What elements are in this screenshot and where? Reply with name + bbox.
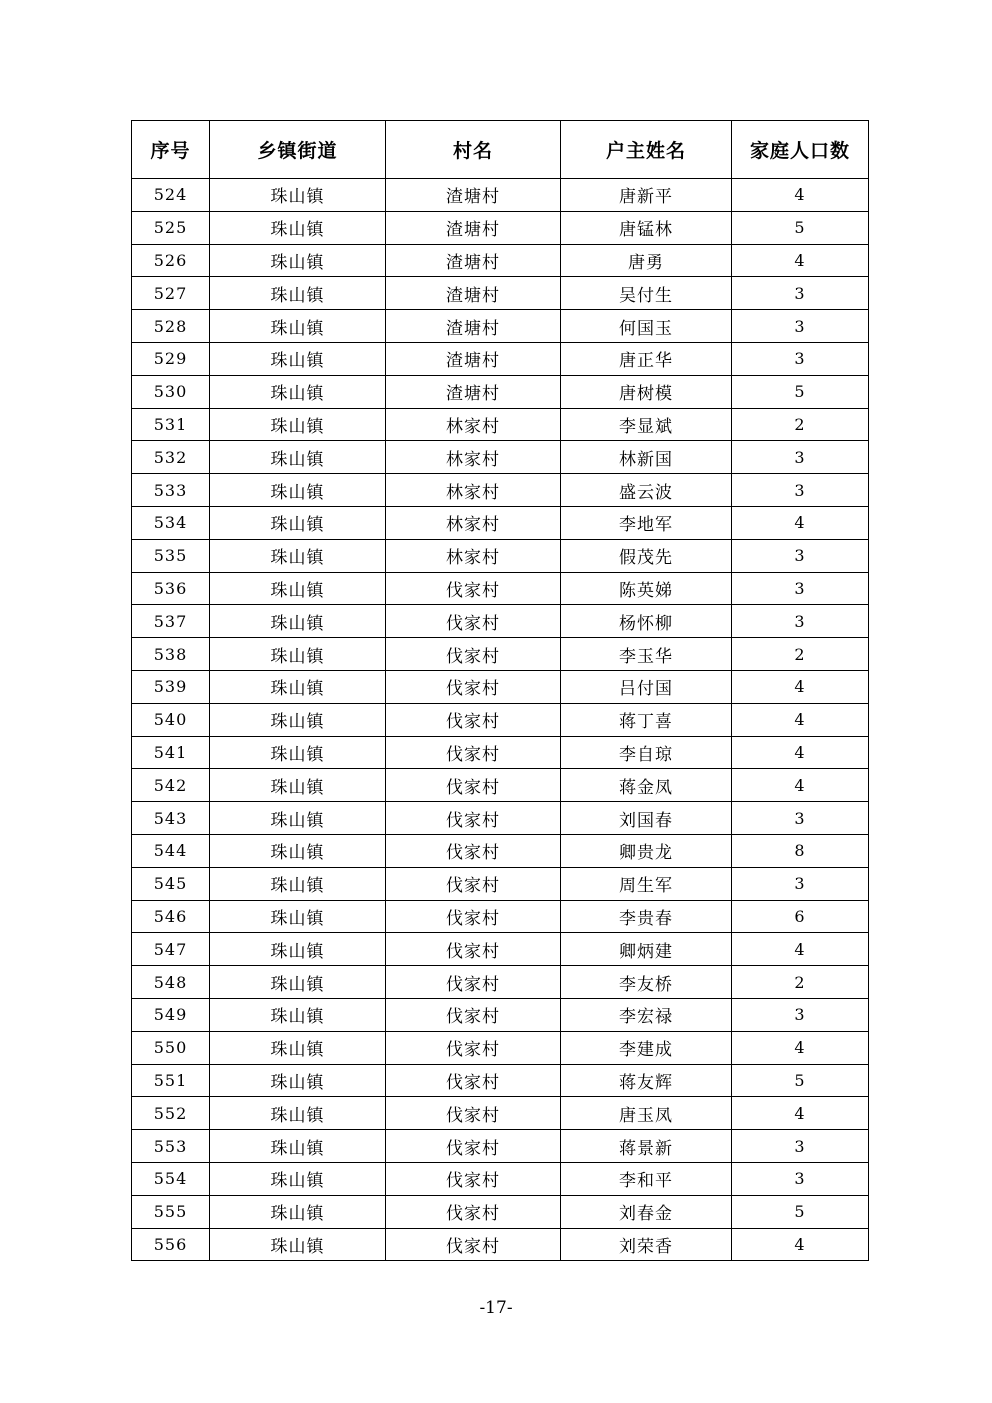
cell-township: 珠山镇: [210, 966, 386, 999]
cell-village: 伐家村: [386, 670, 561, 703]
cell-household-head: 蒋丁喜: [561, 703, 732, 736]
cell-township: 珠山镇: [210, 342, 386, 375]
header-family-size: 家庭人口数: [732, 121, 869, 179]
table-row: [132, 802, 869, 835]
cell-household-head: 蒋金凤: [561, 769, 732, 802]
cell-family-size: 4: [732, 244, 869, 277]
table-row: [132, 179, 869, 212]
cell-serial-number: 553: [132, 1130, 210, 1163]
cell-township: 珠山镇: [210, 539, 386, 572]
cell-household-head: 李贵春: [561, 900, 732, 933]
table-row: [132, 572, 869, 605]
cell-village: 林家村: [386, 539, 561, 572]
table-row: [132, 670, 869, 703]
cell-township: 珠山镇: [210, 1130, 386, 1163]
cell-household-head: 吕付国: [561, 670, 732, 703]
cell-family-size: 3: [732, 998, 869, 1031]
cell-family-size: 3: [732, 802, 869, 835]
cell-village: 伐家村: [386, 1097, 561, 1130]
cell-village: 林家村: [386, 506, 561, 539]
cell-township: 珠山镇: [210, 998, 386, 1031]
cell-household-head: 杨怀柳: [561, 605, 732, 638]
cell-household-head: 李和平: [561, 1162, 732, 1195]
cell-family-size: 5: [732, 211, 869, 244]
cell-household-head: 李玉华: [561, 638, 732, 671]
cell-serial-number: 547: [132, 933, 210, 966]
cell-serial-number: 554: [132, 1162, 210, 1195]
cell-serial-number: 551: [132, 1064, 210, 1097]
cell-village: 伐家村: [386, 802, 561, 835]
cell-township: 珠山镇: [210, 933, 386, 966]
cell-household-head: 蒋景新: [561, 1130, 732, 1163]
cell-family-size: 3: [732, 539, 869, 572]
cell-family-size: 4: [732, 933, 869, 966]
cell-family-size: 2: [732, 408, 869, 441]
cell-family-size: 8: [732, 834, 869, 867]
cell-household-head: 林新国: [561, 441, 732, 474]
cell-serial-number: 534: [132, 506, 210, 539]
cell-household-head: 唐树模: [561, 375, 732, 408]
cell-township: 珠山镇: [210, 1228, 386, 1261]
cell-township: 珠山镇: [210, 769, 386, 802]
cell-family-size: 3: [732, 1162, 869, 1195]
cell-family-size: 2: [732, 638, 869, 671]
table-row: [132, 1228, 869, 1261]
header-village: 村名: [386, 121, 561, 179]
cell-serial-number: 528: [132, 310, 210, 343]
cell-serial-number: 544: [132, 834, 210, 867]
cell-village: 伐家村: [386, 966, 561, 999]
cell-village: 伐家村: [386, 1130, 561, 1163]
table-row: [132, 605, 869, 638]
table-row: [132, 1031, 869, 1064]
table-row: [132, 769, 869, 802]
page-number: -17-: [479, 1298, 513, 1318]
cell-serial-number: 543: [132, 802, 210, 835]
cell-household-head: 卿贵龙: [561, 834, 732, 867]
cell-family-size: 4: [732, 506, 869, 539]
cell-family-size: 4: [732, 736, 869, 769]
cell-township: 珠山镇: [210, 506, 386, 539]
cell-serial-number: 555: [132, 1195, 210, 1228]
cell-serial-number: 550: [132, 1031, 210, 1064]
cell-family-size: 5: [732, 1195, 869, 1228]
table-header-row: [132, 121, 869, 179]
cell-village: 伐家村: [386, 1228, 561, 1261]
cell-township: 珠山镇: [210, 310, 386, 343]
cell-township: 珠山镇: [210, 408, 386, 441]
cell-village: 伐家村: [386, 1195, 561, 1228]
cell-serial-number: 542: [132, 769, 210, 802]
cell-serial-number: 546: [132, 900, 210, 933]
cell-village: 渣塘村: [386, 375, 561, 408]
cell-township: 珠山镇: [210, 474, 386, 507]
cell-serial-number: 548: [132, 966, 210, 999]
table-row: [132, 966, 869, 999]
cell-family-size: 4: [732, 670, 869, 703]
cell-household-head: 唐正华: [561, 342, 732, 375]
cell-village: 伐家村: [386, 834, 561, 867]
cell-household-head: 李自琼: [561, 736, 732, 769]
table-row: [132, 638, 869, 671]
cell-township: 珠山镇: [210, 1064, 386, 1097]
header-township: 乡镇街道: [210, 121, 386, 179]
cell-household-head: 假茂先: [561, 539, 732, 572]
cell-village: 伐家村: [386, 900, 561, 933]
cell-serial-number: 545: [132, 867, 210, 900]
cell-village: 伐家村: [386, 736, 561, 769]
cell-village: 伐家村: [386, 769, 561, 802]
table-row: [132, 900, 869, 933]
cell-township: 珠山镇: [210, 605, 386, 638]
cell-household-head: 卿炳建: [561, 933, 732, 966]
cell-family-size: 3: [732, 342, 869, 375]
household-table-container: [131, 120, 868, 1261]
cell-village: 林家村: [386, 474, 561, 507]
cell-household-head: 唐勇: [561, 244, 732, 277]
table-row: [132, 474, 869, 507]
cell-village: 林家村: [386, 408, 561, 441]
table-row: [132, 441, 869, 474]
table-row: [132, 506, 869, 539]
cell-township: 珠山镇: [210, 736, 386, 769]
cell-village: 伐家村: [386, 638, 561, 671]
cell-serial-number: 536: [132, 572, 210, 605]
cell-family-size: 3: [732, 605, 869, 638]
cell-household-head: 何国玉: [561, 310, 732, 343]
cell-township: 珠山镇: [210, 900, 386, 933]
table-row: [132, 703, 869, 736]
cell-village: 伐家村: [386, 572, 561, 605]
cell-household-head: 周生军: [561, 867, 732, 900]
table-row: [132, 244, 869, 277]
cell-serial-number: 552: [132, 1097, 210, 1130]
cell-village: 伐家村: [386, 933, 561, 966]
cell-village: 渣塘村: [386, 244, 561, 277]
table-row: [132, 998, 869, 1031]
table-row: [132, 867, 869, 900]
cell-township: 珠山镇: [210, 1195, 386, 1228]
cell-village: 伐家村: [386, 1031, 561, 1064]
table-row: [132, 1195, 869, 1228]
cell-serial-number: 549: [132, 998, 210, 1031]
cell-household-head: 李建成: [561, 1031, 732, 1064]
cell-serial-number: 538: [132, 638, 210, 671]
cell-family-size: 3: [732, 572, 869, 605]
table-row: [132, 310, 869, 343]
cell-family-size: 5: [732, 375, 869, 408]
cell-township: 珠山镇: [210, 572, 386, 605]
cell-township: 珠山镇: [210, 211, 386, 244]
cell-serial-number: 539: [132, 670, 210, 703]
cell-household-head: 刘国春: [561, 802, 732, 835]
cell-household-head: 盛云波: [561, 474, 732, 507]
cell-township: 珠山镇: [210, 375, 386, 408]
cell-household-head: 刘春金: [561, 1195, 732, 1228]
table-row: [132, 1162, 869, 1195]
cell-serial-number: 535: [132, 539, 210, 572]
table-row: [132, 1097, 869, 1130]
cell-serial-number: 533: [132, 474, 210, 507]
cell-village: 伐家村: [386, 998, 561, 1031]
cell-family-size: 5: [732, 1064, 869, 1097]
cell-township: 珠山镇: [210, 1031, 386, 1064]
table-row: [132, 342, 869, 375]
cell-family-size: 4: [732, 1031, 869, 1064]
cell-family-size: 2: [732, 966, 869, 999]
header-serial-number: 序号: [132, 121, 210, 179]
table-row: [132, 736, 869, 769]
cell-household-head: 唐锰林: [561, 211, 732, 244]
cell-township: 珠山镇: [210, 802, 386, 835]
cell-township: 珠山镇: [210, 441, 386, 474]
cell-serial-number: 532: [132, 441, 210, 474]
cell-family-size: 3: [732, 310, 869, 343]
cell-serial-number: 556: [132, 1228, 210, 1261]
cell-serial-number: 540: [132, 703, 210, 736]
cell-township: 珠山镇: [210, 638, 386, 671]
cell-serial-number: 537: [132, 605, 210, 638]
cell-family-size: 4: [732, 1228, 869, 1261]
cell-township: 珠山镇: [210, 277, 386, 310]
cell-family-size: 3: [732, 277, 869, 310]
table-row: [132, 834, 869, 867]
cell-township: 珠山镇: [210, 670, 386, 703]
cell-household-head: 陈英娣: [561, 572, 732, 605]
cell-serial-number: 527: [132, 277, 210, 310]
table-row: [132, 539, 869, 572]
cell-village: 渣塘村: [386, 179, 561, 212]
cell-village: 渣塘村: [386, 211, 561, 244]
cell-household-head: 李地军: [561, 506, 732, 539]
cell-township: 珠山镇: [210, 179, 386, 212]
table-row: [132, 211, 869, 244]
cell-village: 伐家村: [386, 1064, 561, 1097]
cell-family-size: 6: [732, 900, 869, 933]
cell-serial-number: 541: [132, 736, 210, 769]
cell-serial-number: 526: [132, 244, 210, 277]
cell-household-head: 蒋友辉: [561, 1064, 732, 1097]
cell-village: 伐家村: [386, 1162, 561, 1195]
cell-village: 伐家村: [386, 605, 561, 638]
cell-township: 珠山镇: [210, 834, 386, 867]
cell-serial-number: 525: [132, 211, 210, 244]
table-row: [132, 375, 869, 408]
table-row: [132, 933, 869, 966]
cell-household-head: 李友桥: [561, 966, 732, 999]
cell-village: 伐家村: [386, 703, 561, 736]
header-household-head: 户主姓名: [561, 121, 732, 179]
household-table: [131, 120, 869, 1261]
cell-family-size: 4: [732, 179, 869, 212]
cell-township: 珠山镇: [210, 244, 386, 277]
cell-township: 珠山镇: [210, 1097, 386, 1130]
table-row: [132, 408, 869, 441]
cell-village: 渣塘村: [386, 277, 561, 310]
table-body: [132, 179, 869, 1261]
cell-serial-number: 531: [132, 408, 210, 441]
cell-family-size: 4: [732, 1097, 869, 1130]
cell-family-size: 4: [732, 703, 869, 736]
cell-household-head: 唐玉凤: [561, 1097, 732, 1130]
cell-household-head: 李宏禄: [561, 998, 732, 1031]
cell-family-size: 3: [732, 1130, 869, 1163]
cell-family-size: 4: [732, 769, 869, 802]
cell-village: 渣塘村: [386, 342, 561, 375]
cell-family-size: 3: [732, 441, 869, 474]
cell-township: 珠山镇: [210, 867, 386, 900]
table-row: [132, 1130, 869, 1163]
cell-family-size: 3: [732, 867, 869, 900]
table-row: [132, 277, 869, 310]
cell-village: 渣塘村: [386, 310, 561, 343]
cell-household-head: 李显斌: [561, 408, 732, 441]
table-row: [132, 1064, 869, 1097]
cell-household-head: 刘荣香: [561, 1228, 732, 1261]
cell-household-head: 唐新平: [561, 179, 732, 212]
cell-township: 珠山镇: [210, 1162, 386, 1195]
cell-serial-number: 524: [132, 179, 210, 212]
cell-township: 珠山镇: [210, 703, 386, 736]
cell-village: 伐家村: [386, 867, 561, 900]
cell-serial-number: 530: [132, 375, 210, 408]
cell-family-size: 3: [732, 474, 869, 507]
cell-serial-number: 529: [132, 342, 210, 375]
cell-village: 林家村: [386, 441, 561, 474]
cell-household-head: 吴付生: [561, 277, 732, 310]
